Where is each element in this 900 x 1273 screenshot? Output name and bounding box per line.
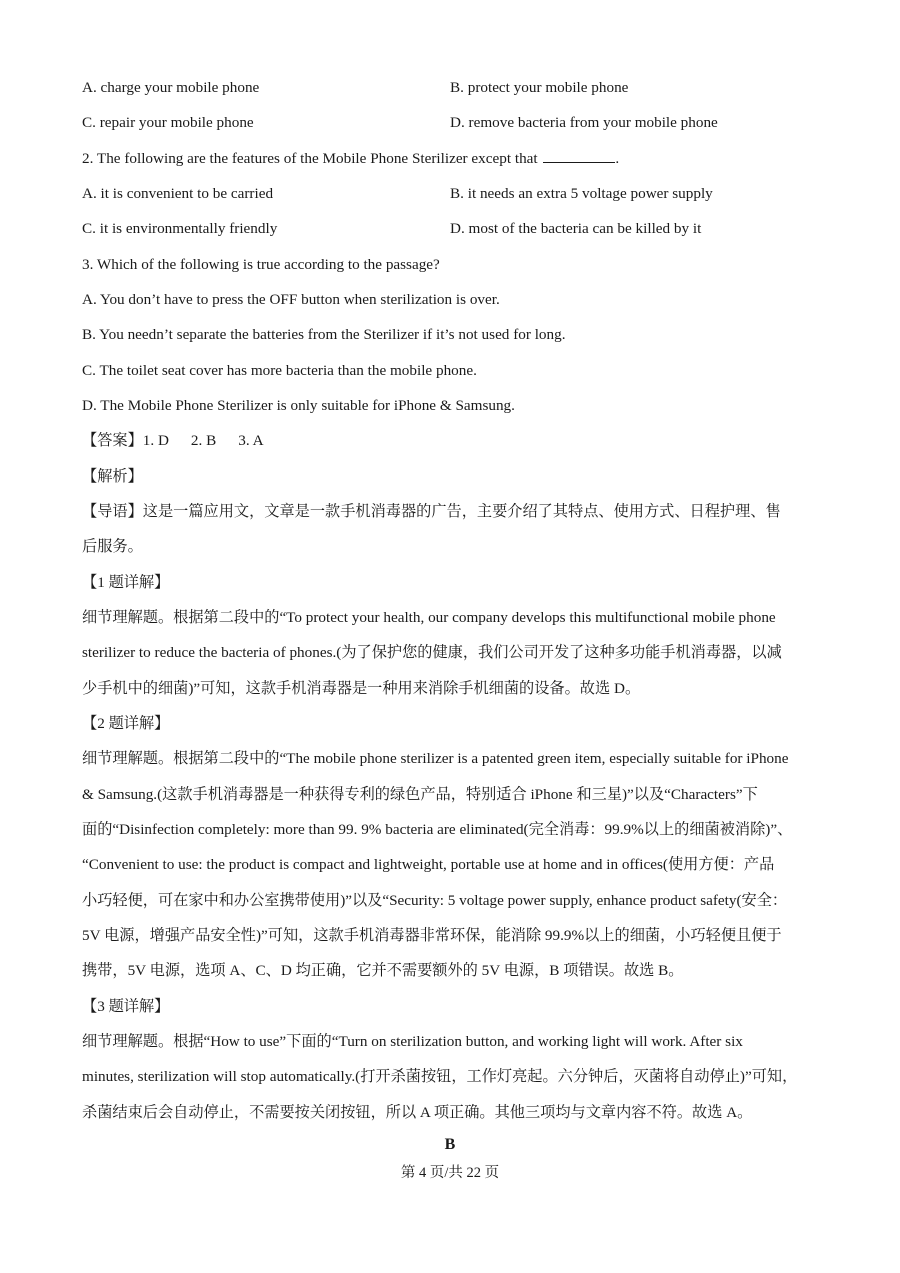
detail-3-title: 【3 题详解】 (82, 998, 170, 1015)
q2-option-a: A. it is convenient to be carried (82, 185, 274, 202)
guide-line-1: 【导语】这是一篇应用文，文章是一款手机消毒器的广告，主要介绍了其特点、使用方式、日程护理、售 (82, 503, 781, 520)
detail-1-line-3: 少手机中的细菌)”可知，这款手机消毒器是一种用来消除手机细菌的设备。故选 D。 (82, 680, 641, 697)
detail-3-line-2: minutes, sterilization will stop automatically.(打开杀菌按钮，工作灯亮起。六分钟后，灭菌将自动停止)”可知， (82, 1068, 798, 1085)
detail-2-line-7: 携带，5V 电源，选项 A、C、D 均正确，它并不需要额外的 5V 电源，B 项错误。故选 B。 (82, 962, 684, 979)
answer-1: 1. D (142, 432, 169, 449)
q3-option-d: D. The Mobile Phone Sterilizer is only suitable for iPhone & Samsung. (82, 397, 515, 414)
detail-1-line-2: sterilizer to reduce the bacteria of phones.(为了保护您的健康，我们公司开发了这种多功能手机消毒器，以减 (82, 644, 782, 661)
detail-2-line-4: “Convenient to use: the product is compact and lightweight, portable use at home and in offices(使用方便：产品 (82, 856, 775, 873)
answer-label: 【答案】 (82, 432, 143, 449)
q2-option-d: D. most of the bacteria can be killed by it (450, 220, 702, 237)
detail-3-line-3: 杀菌结束后会自动停止，不需要按关闭按钮，所以 A 项正确。其他三项均与文章内容不符。故选 A。 (82, 1104, 753, 1121)
section-heading: B (444, 1136, 456, 1153)
detail-2-line-5: 小巧轻便，可在家中和办公室携带使用)”以及“Security: 5 voltage power supply, enhance product safety(安全： (82, 892, 788, 909)
detail-2-line-2: & Samsung.(这款手机消毒器是一种获得专利的绿色产品，特别适合 iPhone 和三星)”以及“Characters”下 (82, 786, 758, 803)
detail-2-line-1: 细节理解题。根据第二段中的“The mobile phone sterilizer is a patented green item, especially suitable for iPhone (82, 750, 789, 767)
answer-2: 2. B (190, 432, 217, 449)
detail-3-line-1: 细节理解题。根据“How to use”下面的“Turn on sterilization button, and working light will work. After six (82, 1033, 743, 1050)
analysis-label: 【解析】 (82, 468, 143, 485)
q2-stem-line (82, 148, 619, 169)
answer-blank (543, 148, 615, 163)
q2-stem-end: . (615, 150, 620, 167)
detail-1-title: 【1 题详解】 (82, 574, 170, 591)
q1-option-b: B. protect your mobile phone (450, 79, 629, 96)
q3-option-b: B. You needn’t separate the batteries from the Sterilizer if it’s not used for long. (82, 326, 566, 343)
answer-3: 3. A (238, 432, 264, 449)
q1-option-c: C. repair your mobile phone (82, 114, 254, 131)
detail-1-line-1: 细节理解题。根据第二段中的“To protect your health, our company develops this multifunctional mobile phone (82, 609, 776, 626)
q2-option-c: C. it is environmentally friendly (82, 220, 278, 237)
q1-option-a: A. charge your mobile phone (82, 79, 260, 96)
q3-stem: 3. Which of the following is true according to the passage? (82, 256, 440, 273)
detail-2-title: 【2 题详解】 (82, 715, 170, 732)
q2-stem: 2. The following are the features of the Mobile Phone Sterilizer except that (82, 150, 538, 167)
q3-option-c: C. The toilet seat cover has more bacteria than the mobile phone. (82, 362, 477, 379)
answer-line (82, 431, 264, 451)
q1-option-d: D. remove bacteria from your mobile phone (450, 114, 718, 131)
page-footer: 第 4 页/共 22 页 (400, 1165, 500, 1181)
q2-option-b: B. it needs an extra 5 voltage power supply (450, 185, 713, 202)
guide-line-2: 后服务。 (82, 538, 143, 555)
detail-2-line-3: 面的“Disinfection completely: more than 99. 9% bacteria are eliminated(完全消毒：99.9%以上的细菌被消除)”、 (82, 821, 793, 838)
detail-2-line-6: 5V 电源，增强产品安全性)”可知，这款手机消毒器非常环保，能消除 99.9%以上的细菌，小巧轻便且便于 (82, 927, 782, 944)
q3-option-a: A. You don’t have to press the OFF button when sterilization is over. (82, 291, 500, 308)
